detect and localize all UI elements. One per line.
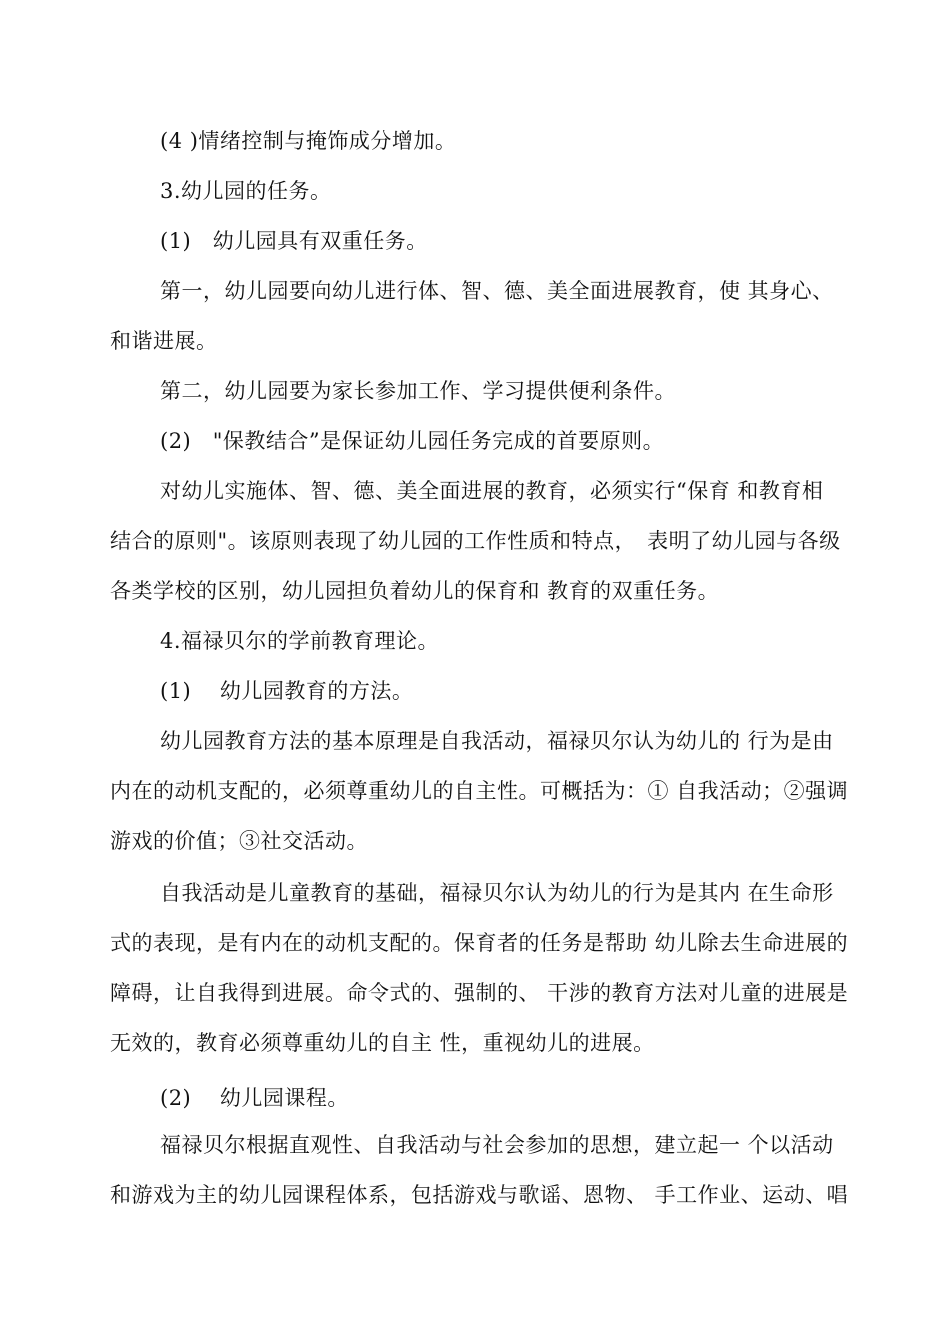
section-heading: 3.幼儿园的任务。 [160, 179, 332, 203]
paragraph-line: 内在的动机支配的，必须尊重幼儿的自主性。可概括为：① 自我活动；②强调 [110, 779, 849, 803]
paragraph-line: 第二，幼儿园要为家长参加工作、学习提供便利条件。 [160, 379, 676, 403]
paragraph-line: 游戏的价值；③社交活动。 [110, 829, 368, 853]
section-heading: 4.福禄贝尔的学前教育理论。 [160, 629, 440, 653]
paragraph-line: 和谐进展。 [110, 329, 218, 353]
paragraph-line: 式的表现，是有内在的动机支配的。保育者的任务是帮助 幼儿除去生命进展的 [110, 931, 849, 955]
paragraph-line: 幼儿园教育方法的基本原理是自我活动，福禄贝尔认为幼儿的 行为是由 [160, 729, 834, 753]
paragraph-line: 障碍，让自我得到进展。命令式的、强制的、 干涉的教育方法对儿童的进展是 [110, 981, 849, 1005]
paragraph-line: 各类学校的区别，幼儿园担负着幼儿的保育和 教育的双重任务。 [110, 579, 720, 603]
sub-heading: (1) 幼儿园具有双重任务。 [160, 229, 428, 253]
paragraph-line: 无效的，教育必须尊重幼儿的自主 性，重视幼儿的进展。 [110, 1031, 655, 1055]
paragraph-line: 第一，幼儿园要向幼儿进行体、智、德、美全面进展教育，使 其身心、 [160, 279, 834, 303]
sub-heading: (1) 幼儿园教育的方法。 [160, 679, 414, 703]
paragraph-line: 福禄贝尔根据直观性、自我活动与社会参加的思想，建立起一 个以活动 [160, 1133, 834, 1157]
paragraph-line: 自我活动是儿童教育的基础，福禄贝尔认为幼儿的行为是其内 在生命形 [160, 881, 834, 905]
sub-heading: (2) "保教结合”是保证幼儿园任务完成的首要原则。 [160, 429, 665, 453]
text-line: (4 )情绪控制与掩饰成分增加。 [160, 129, 457, 153]
paragraph-line: 对幼儿实施体、智、德、美全面进展的教育，必须实行“保育 和教育相 [160, 479, 824, 503]
paragraph-line: 和游戏为主的幼儿园课程体系，包括游戏与歌谣、恩物、 手工作业、运动、唱 [110, 1183, 849, 1207]
paragraph-line: 结合的原则"。该原则表现了幼儿园的工作性质和特点， 表明了幼儿园与各级 [110, 529, 841, 553]
sub-heading: (2) 幼儿园课程。 [160, 1086, 349, 1110]
